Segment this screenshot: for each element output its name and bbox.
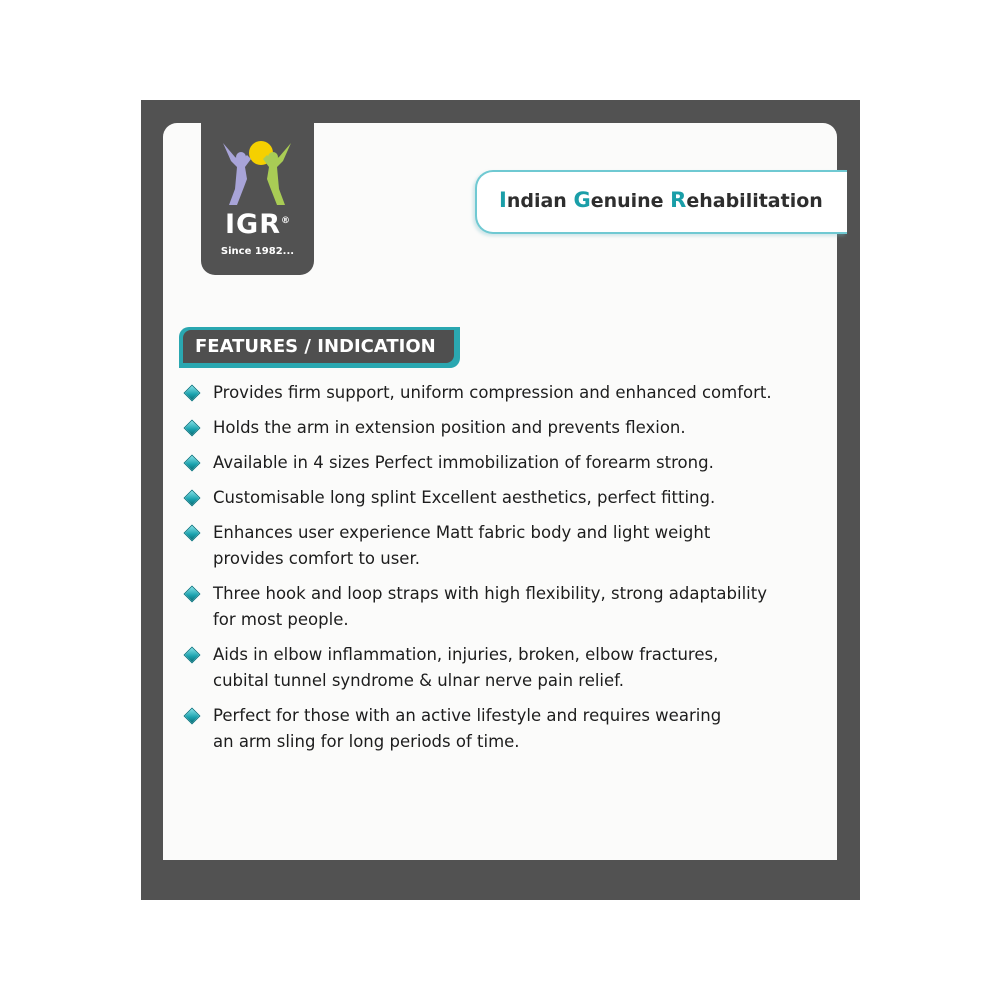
diamond-bullet-icon xyxy=(185,526,199,540)
feature-item: Holds the arm in extension position and prevents flexion. xyxy=(182,415,822,441)
diamond-bullet-icon xyxy=(185,709,199,723)
diamond-bullet-icon xyxy=(185,491,199,505)
feature-item: Provides firm support, uniform compression and enhanced comfort. xyxy=(182,380,822,406)
logo-wordmark: IGR® xyxy=(225,209,290,240)
feature-item: Three hook and loop straps with high flexibility, strong adaptability for most people. xyxy=(182,581,822,633)
feature-item: Enhances user experience Matt fabric body and light weight provides comfort to user. xyxy=(182,520,822,572)
diamond-bullet-icon xyxy=(185,421,199,435)
diamond-bullet-icon xyxy=(185,587,199,601)
brand-banner xyxy=(475,170,847,234)
feature-item: Customisable long splint Excellent aesthetics, perfect fitting. xyxy=(182,485,822,511)
feature-item: Available in 4 sizes Perfect immobilization of forearm strong. xyxy=(182,450,822,476)
brand-banner-text: Indian Genuine Rehabilitation xyxy=(499,188,823,212)
feature-item: Aids in elbow inflammation, injuries, broken, elbow fractures, cubital tunnel syndrome & ulnar nerve pain relief. xyxy=(182,642,822,694)
people-sun-icon xyxy=(217,139,297,207)
diamond-bullet-icon xyxy=(185,386,199,400)
diamond-bullet-icon xyxy=(185,648,199,662)
section-heading: FEATURES / INDICATION xyxy=(183,330,454,363)
features-list xyxy=(182,380,822,764)
diamond-bullet-icon xyxy=(185,456,199,470)
logo-tagline: Since 1982... xyxy=(220,246,295,257)
feature-item: Perfect for those with an active lifestyle and requires wearing an arm sling for long periods of time. xyxy=(182,703,822,755)
brand-logo xyxy=(201,123,314,275)
section-heading-badge xyxy=(179,327,460,368)
